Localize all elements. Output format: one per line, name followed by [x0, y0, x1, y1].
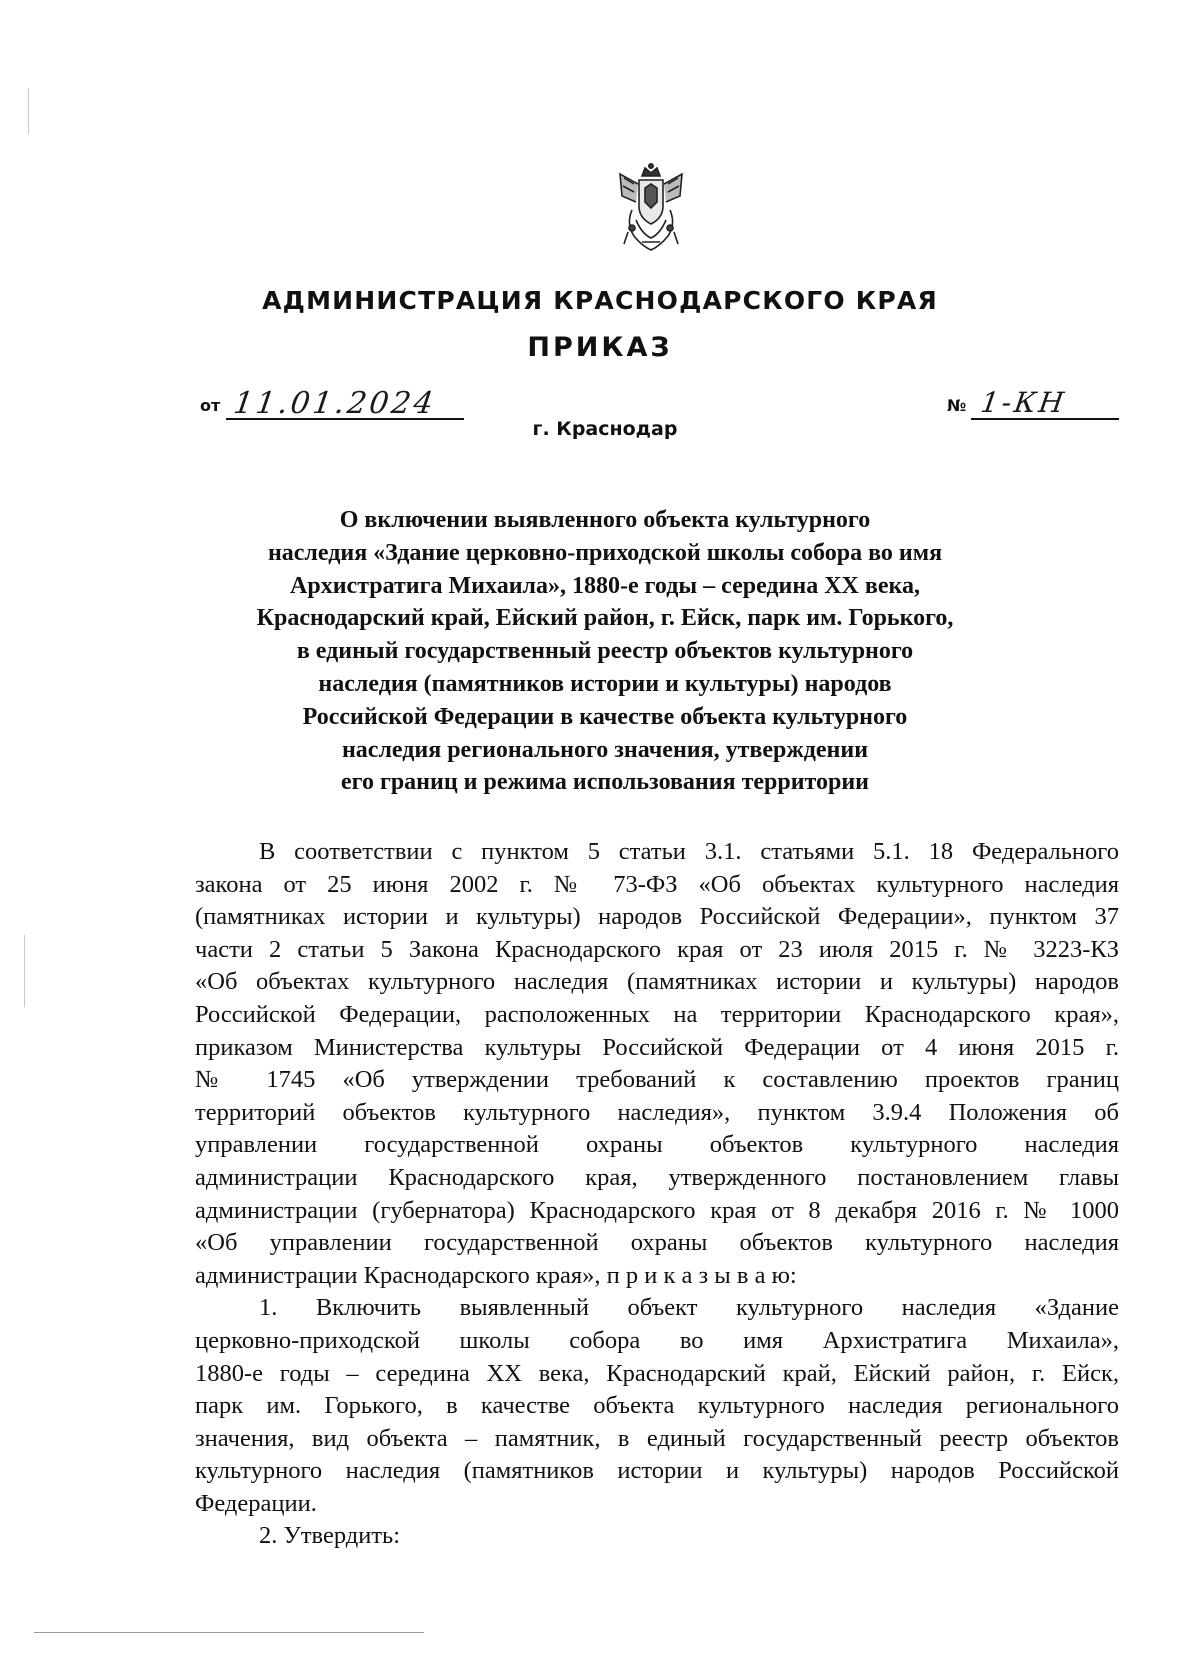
title-line: в единый государственный реестр объектов культурного [296, 638, 914, 665]
document-title [230, 504, 980, 799]
body-line: «Об управлении государственной охраны объектов культурного наследия [195, 1229, 1119, 1257]
body-line: 1. Включить выявленный объект культурного наследия «Здание [259, 1294, 1119, 1322]
title-line: наследия (памятников истории и культуры) народов [318, 670, 892, 697]
document-type: ПРИКАЗ [527, 332, 673, 363]
scan-edge-mark [34, 1632, 424, 1633]
scan-edge-mark [28, 88, 29, 134]
body-line: приказом Министерства культуры Российской Федерации от 4 июня 2015 г. [195, 1033, 1119, 1061]
body-line: управлении государственной охраны объектов культурного наследия [195, 1131, 1119, 1159]
number-prefix: № [947, 396, 967, 415]
body-line: культурного наследия (памятников истории и культуры) народов Российской [195, 1457, 1119, 1485]
body-line: администрации (губернатора) Краснодарского края от 8 декабря 2016 г. № 1000 [195, 1196, 1119, 1224]
body-line: «Об объектах культурного наследия (памятниках истории и культуры) народов [195, 968, 1119, 996]
body-line: закона от 25 июня 2002 г. № 73-ФЗ «Об объектах культурного наследия [195, 870, 1119, 898]
handwritten-number: 1-КН [978, 386, 1069, 419]
title-line: Краснодарский край, Ейский район, г. Ейск, парк им. Горького, [256, 605, 954, 632]
title-line: Российской Федерации в качестве объекта культурного [302, 703, 908, 730]
title-line: Архистратига Михаила», 1880-е годы – середина XX века, [290, 572, 920, 599]
body-line: (памятниках истории и культуры) народов Российской Федерации», пунктом 37 [195, 903, 1119, 931]
body-line: части 2 статьи 5 Закона Краснодарского края от 23 июля 2015 г. № 3223-КЗ [195, 935, 1119, 963]
title-line: его границ и режима использования территории [340, 769, 870, 796]
body-line: территорий объектов культурного наследия», пунктом 3.9.4 Положения об [195, 1098, 1119, 1126]
number-field [947, 388, 1127, 422]
title-line: О включении выявленного объекта культурного [339, 507, 871, 533]
city: г. Краснодар [532, 418, 678, 440]
coat-of-arms-icon [612, 162, 690, 254]
body-line: № 1745 «Об утверждении требований к составлению проектов границ [195, 1066, 1119, 1094]
title-line: наследия «Здание церковно-приходской школы собора во имя [267, 539, 943, 566]
organization-name: АДМИНИСТРАЦИЯ КРАСНОДАРСКОГО КРАЯ [262, 286, 938, 315]
scan-edge-mark [24, 935, 25, 1007]
date-prefix: от [200, 396, 221, 415]
body-line: В соответствии с пунктом 5 статьи 3.1. статьями 5.1. 18 Федерального [259, 838, 1119, 865]
handwritten-date: 11.01.2024 [231, 386, 439, 421]
body-line: 2. Утвердить: [259, 1522, 401, 1550]
body-line: значения, вид объекта – памятник, в единый государственный реестр объектов [195, 1424, 1119, 1452]
body-line: администрации Краснодарского края, утвержденного постановлением главы [195, 1163, 1119, 1191]
body-line: Федерации. [195, 1489, 317, 1517]
body-line: Российской Федерации, расположенных на территории Краснодарского края», [195, 1000, 1119, 1028]
title-line: наследия регионального значения, утверждении [341, 736, 869, 763]
body-line: церковно-приходской школы собора во имя Архистратига Михаила», [195, 1326, 1119, 1354]
document-body [195, 836, 1119, 1553]
body-line: 1880-е годы – середина XX века, Краснодарский край, Ейский район, г. Ейск, [195, 1359, 1119, 1387]
body-line: администрации Краснодарского края», п р и к а з ы в а ю: [195, 1261, 797, 1289]
body-line: парк им. Горького, в качестве объекта культурного наследия регионального [195, 1392, 1119, 1420]
date-field [200, 388, 470, 422]
